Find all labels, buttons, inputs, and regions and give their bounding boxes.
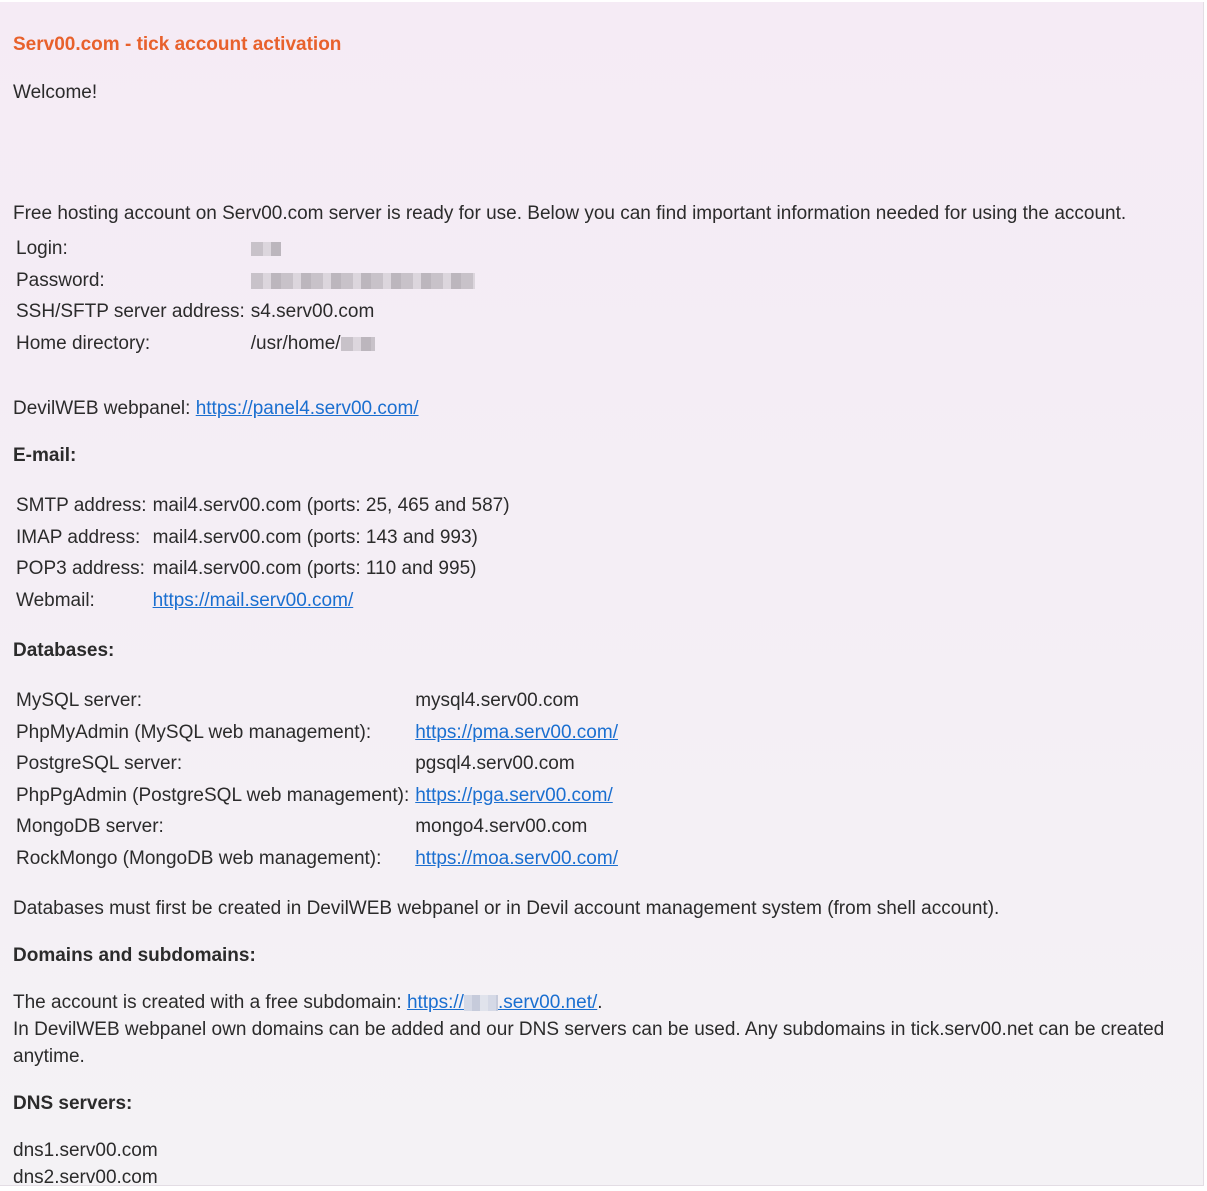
domains-text bbox=[13, 989, 1183, 1070]
greeting: Welcome! bbox=[13, 82, 98, 103]
home-dir-path: /usr/home/ bbox=[250, 332, 341, 354]
table-row bbox=[13, 843, 621, 875]
email-body bbox=[0, 2, 1204, 1186]
email-info-table bbox=[13, 490, 513, 616]
imap-label: IMAP address: bbox=[16, 526, 141, 548]
redacted-subdomain bbox=[464, 995, 498, 1011]
databases-table bbox=[13, 685, 621, 874]
mysql-label: MySQL server: bbox=[16, 690, 142, 712]
table-row bbox=[13, 811, 621, 843]
table-row bbox=[13, 780, 621, 812]
postgresql-label: PostgreSQL server: bbox=[16, 753, 183, 775]
home-dir-value bbox=[248, 328, 478, 360]
rockmongo-value bbox=[412, 843, 621, 875]
rockmongo-link[interactable]: https://moa.serv00.com/ bbox=[415, 847, 618, 869]
rockmongo-label: RockMongo (MongoDB web management): bbox=[16, 847, 382, 869]
dns-list bbox=[13, 1137, 158, 1191]
phppgadmin-value bbox=[412, 780, 621, 812]
table-row bbox=[13, 685, 621, 717]
table-row bbox=[13, 522, 513, 554]
smtp-label: SMTP address: bbox=[16, 495, 147, 517]
dns-server: dns1.serv00.com bbox=[13, 1140, 158, 1161]
subdomain-prefix: The account is created with a free subdomain: bbox=[13, 992, 407, 1013]
domains-heading: Domains and subdomains: bbox=[13, 945, 256, 966]
webpanel-label: DevilWEB webpanel: bbox=[13, 398, 196, 419]
account-info-table bbox=[13, 233, 478, 359]
mongodb-label: MongoDB server: bbox=[16, 816, 164, 838]
password-value bbox=[248, 265, 478, 297]
databases-heading: Databases: bbox=[13, 640, 115, 661]
email-heading: E-mail: bbox=[13, 445, 77, 466]
databases-note: Databases must first be created in DevilWEB webpanel or in Devil account management system (from shell account). bbox=[13, 898, 1000, 919]
webpanel-link[interactable]: https://panel4.serv00.com/ bbox=[195, 398, 419, 419]
table-row bbox=[13, 328, 478, 360]
subdomain-link-end: .serv00.net/ bbox=[497, 992, 598, 1013]
webmail-link[interactable]: https://mail.serv00.com/ bbox=[152, 589, 354, 611]
smtp-value: mail4.serv00.com (ports: 25, 465 and 587) bbox=[152, 495, 510, 517]
mysql-value: mysql4.serv00.com bbox=[415, 690, 579, 712]
redacted-password bbox=[251, 273, 475, 289]
subdomain-line bbox=[13, 989, 1183, 1016]
dns-server: dns2.serv00.com bbox=[13, 1167, 158, 1188]
webpanel-line bbox=[13, 395, 419, 422]
subdomain-suffix: . bbox=[597, 992, 603, 1013]
intro-text: Free hosting account on Serv00.com server is ready for use. Below you can find important information needed for using the account. bbox=[13, 203, 1127, 224]
login-label: Login: bbox=[16, 238, 68, 260]
table-row bbox=[13, 748, 621, 780]
table-row bbox=[13, 265, 478, 297]
home-dir-label: Home directory: bbox=[16, 332, 151, 354]
redacted-username bbox=[341, 337, 375, 351]
pop3-value: mail4.serv00.com (ports: 110 and 995) bbox=[152, 558, 477, 580]
webmail-label: Webmail: bbox=[16, 589, 95, 611]
phppgadmin-label: PhpPgAdmin (PostgreSQL web management): bbox=[16, 784, 410, 806]
phppgadmin-link[interactable]: https://pga.serv00.com/ bbox=[415, 784, 613, 806]
phpmyadmin-value bbox=[412, 717, 621, 749]
ssh-label: SSH/SFTP server address: bbox=[16, 301, 245, 323]
table-row bbox=[13, 717, 621, 749]
webmail-value bbox=[150, 585, 513, 617]
subdomain-link-start: https:// bbox=[406, 992, 464, 1013]
email-subject: Serv00.com - tick account activation bbox=[13, 34, 342, 55]
table-row bbox=[13, 585, 513, 617]
imap-value: mail4.serv00.com (ports: 143 and 993) bbox=[152, 526, 478, 548]
table-row bbox=[13, 490, 513, 522]
domains-description: In DevilWEB webpanel own domains can be added and our DNS servers can be used. Any subdomains in tick.serv00.net can be created anytime. bbox=[13, 1019, 1165, 1067]
redacted-login bbox=[251, 242, 281, 256]
dns-heading: DNS servers: bbox=[13, 1093, 133, 1114]
ssh-value: s4.serv00.com bbox=[250, 301, 375, 323]
subdomain-link[interactable] bbox=[407, 992, 597, 1013]
phpmyadmin-link[interactable]: https://pma.serv00.com/ bbox=[415, 721, 618, 743]
table-row bbox=[13, 553, 513, 585]
mongodb-value: mongo4.serv00.com bbox=[415, 816, 588, 838]
login-value bbox=[248, 233, 478, 265]
pop3-label: POP3 address: bbox=[16, 558, 145, 580]
password-label: Password: bbox=[16, 269, 105, 291]
phpmyadmin-label: PhpMyAdmin (MySQL web management): bbox=[16, 721, 372, 743]
table-row bbox=[13, 296, 478, 328]
postgresql-value: pgsql4.serv00.com bbox=[415, 753, 575, 775]
table-row bbox=[13, 233, 478, 265]
